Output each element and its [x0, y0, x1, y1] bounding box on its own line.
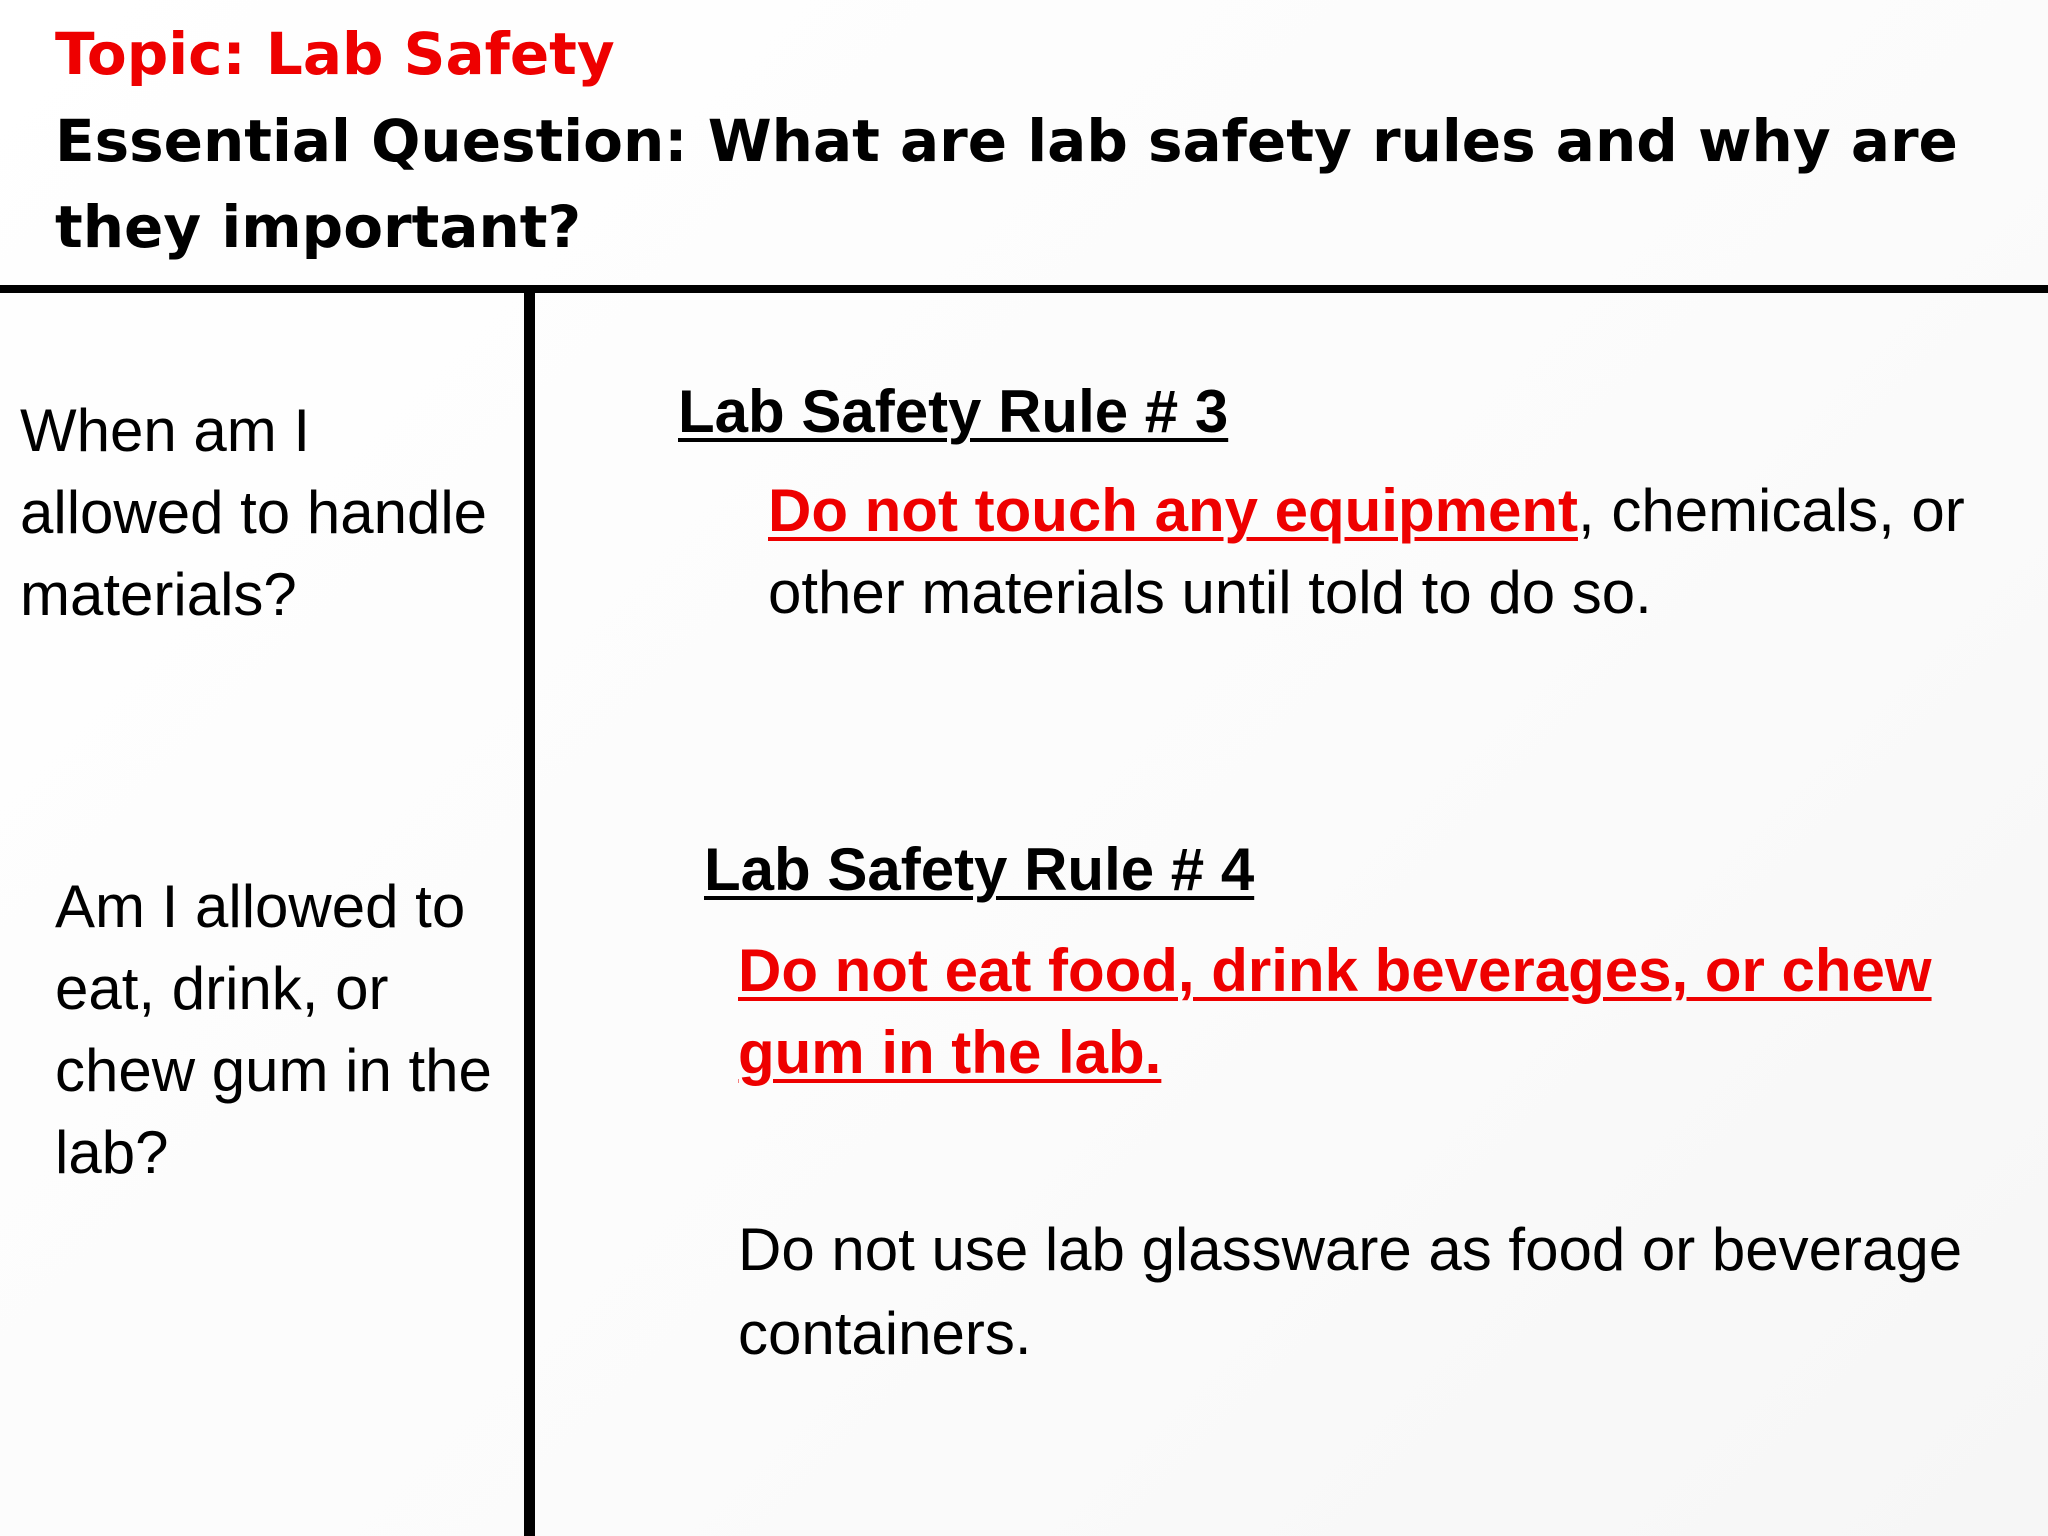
- horizontal-divider: [0, 285, 2048, 293]
- guiding-question-eat-drink: Am I allowed to eat, drink, or chew gum in the lab?: [55, 873, 492, 1186]
- rule-4-heading: Lab Safety Rule # 4: [704, 836, 1255, 903]
- vertical-divider: [524, 293, 535, 1536]
- guiding-question-handle-materials: When am I allowed to handle materials?: [20, 397, 488, 628]
- rule-3-heading: Lab Safety Rule # 3: [678, 378, 1229, 445]
- essential-question: Essential Question: What are lab safety rules and why are they important?: [55, 107, 1958, 261]
- rule-3-text: [768, 470, 2018, 634]
- rule-4-emphasis: Do not eat food, drink beverages, or chew gum in the lab.: [738, 937, 1932, 1086]
- rule-3-emphasis: Do not touch any equipment: [768, 477, 1578, 544]
- glassware-note: Do not use lab glassware as food or beverage containers.: [738, 1216, 1963, 1367]
- rule-3-remainder: , chemicals, or other materials until told to do so.: [768, 477, 1965, 626]
- topic-title: Topic: Lab Safety: [55, 20, 615, 88]
- rule-4-text: [738, 930, 1988, 1094]
